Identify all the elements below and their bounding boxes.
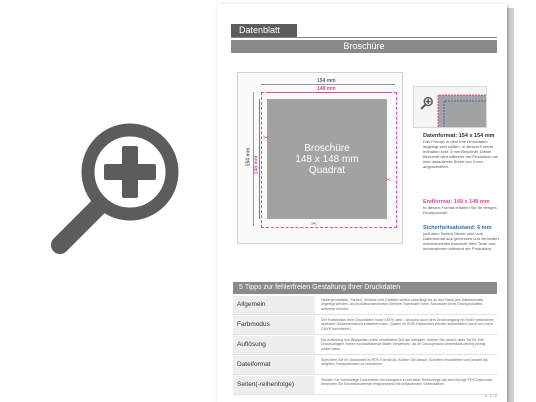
scissors-icon: ✂ xyxy=(385,177,391,184)
tip-label: Farbmodus xyxy=(233,316,315,334)
page-preview-line-3: Quadrat xyxy=(308,164,346,176)
page-preview-line-1: Broschüre xyxy=(304,142,350,154)
note-title: Endformat: 148 x 148 mm xyxy=(423,199,490,205)
table-row xyxy=(233,296,497,315)
zoom-in-icon xyxy=(420,96,434,110)
tip-label: Dateiformat xyxy=(233,356,315,374)
datasheet-page[interactable] xyxy=(217,4,507,402)
header-rule xyxy=(231,37,497,38)
note-datenformat xyxy=(423,134,499,169)
tip-label: Allgemein xyxy=(233,296,315,314)
table-row xyxy=(233,356,497,375)
table-row xyxy=(233,376,497,395)
tip-text: Speichern Sie Ihr Dokument im PDF-Format ab. Achten Sie darauf, Schriften einzubetten und (soweit als möglich) Transparenzen zu reduzieren. xyxy=(321,358,488,367)
tip-text: Senden Sie mehrseitige Dokumente chronologisch in korrekter Reihenfolge als eine einzige PDF-Datei oder benennen Sie Einzeldokumente entsprechend mit fortlaufenden Seitenzahlen. xyxy=(321,378,493,387)
scissors-icon: ✂ xyxy=(263,135,269,142)
tip-text: Der Farbmodus Ihrer Druckdaten muss CMYK sein - da sonst auch dem Druckvorgang ein leicht veränderter, optischer Gesamteindruck entstehen kann. (Daten im RGB-Farbmodus werden automatisch durch uns nach CMYK konvertiert.) xyxy=(321,318,495,331)
note-text: In diesem Format erhalten Sie Ihr fertiges Druckprodukt. xyxy=(423,205,497,215)
table-row xyxy=(233,336,497,355)
datasheet-tag: Datenblatt xyxy=(231,24,297,37)
note-endformat xyxy=(423,200,499,215)
tip-text: Die Auflösung von Bildquellen sollte mindestens 300 dpi betragen. Achten Sie darauf, dass Sie für Ihre Druckvorlagen immer hochauflösende Bilder verwenden, da Ihr Druckprodukt andernfalls (leicht) pixelig wirken kann. xyxy=(321,338,486,351)
note-text: Das Format, in dem Ihre Druckdaten angelegt sein sollten. In diesem Format enthalten sind: 3 mm Beschnitt. Dieser Beschnitt wird während der Produktion um eine umlaufende Breite von 3 mm abgeschnitten. xyxy=(423,139,499,169)
page-preview xyxy=(267,99,387,219)
page-number: s. 1 / 2 xyxy=(484,393,497,398)
note-sicherheitsabstand xyxy=(423,226,499,251)
tips-header: 5 Tipps zur fehlerfreien Gestaltung Ihrer Druckdaten xyxy=(233,282,497,294)
outer-dim-label: 154 mm xyxy=(317,78,336,84)
scissors-icon: ✂ xyxy=(311,221,317,228)
zoom-in-icon[interactable] xyxy=(42,112,192,262)
note-title: Datenformat: 154 x 154 mm xyxy=(423,133,495,139)
outer-dim-line xyxy=(261,84,395,85)
page-title: Broschüre xyxy=(231,40,497,53)
side-inner-dim-label: 148 mm xyxy=(253,155,260,175)
side-outer-dim-label: 154 mm xyxy=(245,147,252,167)
note-text: (auf allen Seiten) Dieser wird vom Datenformat aus gemessen und verhindert unerwünschten Anschnitt Ihrer Texte und Informationen während der Produktion. xyxy=(423,231,499,251)
note-title: Sicherheitsabstand: 6 mm xyxy=(423,225,492,231)
table-row xyxy=(233,316,497,335)
tip-label: Auflösung xyxy=(233,336,315,354)
tip-text: Hintergrundbilder, Farben, Verläufe und Grafiken sollten unbedingt bis an den Rand des Datenformats angelegt werden, da produktionstechnisch kleinere Toleranzen beim Schneiden Ihres Druckproduktes auftreten können. xyxy=(321,298,484,311)
inner-dim-label: 148 mm xyxy=(317,86,336,92)
tip-label: Seiten(-reihenfolge) xyxy=(233,376,315,394)
page-preview-line-2: 148 x 148 mm xyxy=(295,153,359,165)
